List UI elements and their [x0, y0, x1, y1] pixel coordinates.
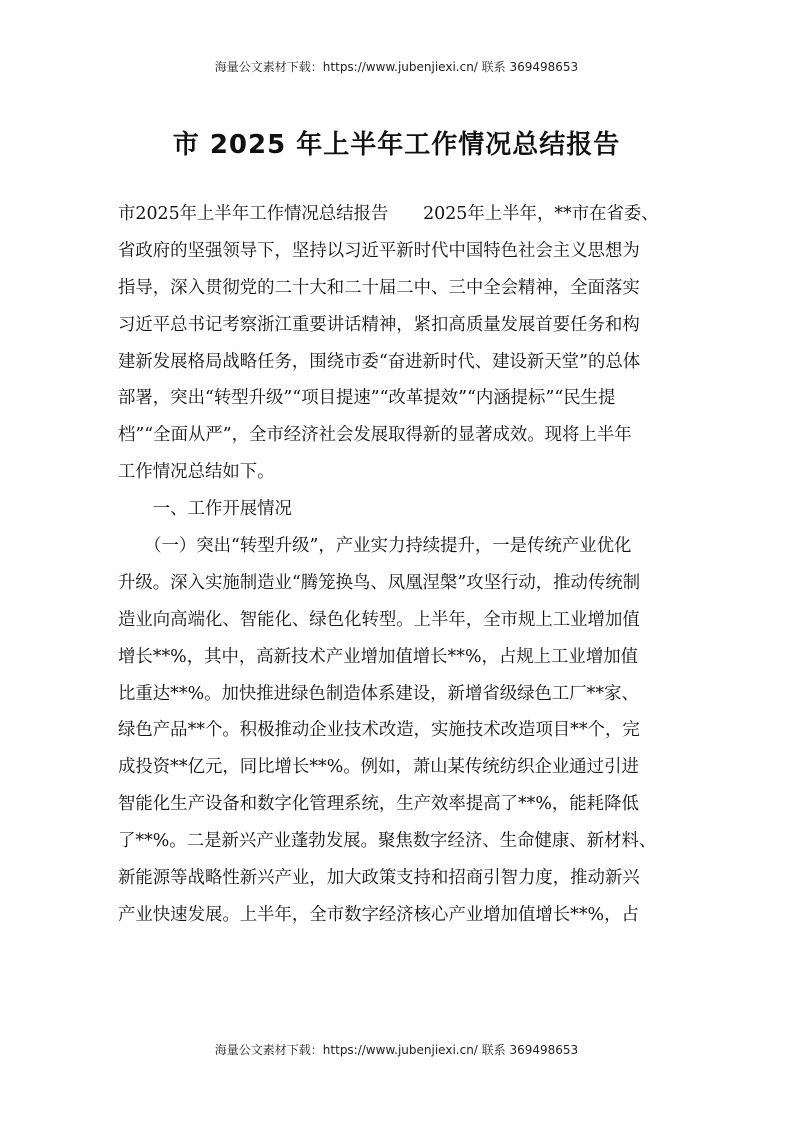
- paragraph-line: 新能源等战略性新兴产业，加大政策支持和招商引智力度，推动新兴: [118, 868, 640, 889]
- paragraph-line: 习近平总书记考察浙江重要讲话精神，紧扣高质量发展首要任务和构: [118, 314, 640, 335]
- paragraph-line: 智能化生产设备和数字化管理系统，生产效率提高了**%，能耗降低: [118, 794, 639, 815]
- paragraph-line: 增长**%，其中，高新技术产业增加值增长**%，占规上工业增加值: [118, 646, 638, 667]
- paragraph-line: 部署，突出“转型升级”“项目提速”“改革提效”“内涵提标”“民生提: [118, 388, 616, 409]
- paragraph-line: 省政府的坚强领导下，坚持以习近平新时代中国特色社会主义思想为: [118, 240, 640, 261]
- paragraph-line: 绿色产品**个。积极推动企业技术改造，实施技术改造项目**个，完: [118, 720, 640, 741]
- paragraph-line: 了**%。二是新兴产业蓬勃发展。聚焦数字经济、生命健康、新材料、: [118, 831, 657, 852]
- document-body: [118, 196, 678, 934]
- paragraph-line: （一）突出“转型升级”，产业实力持续提升，一是传统产业优化: [118, 536, 632, 557]
- paragraph-line: 工作情况总结如下。: [118, 462, 275, 483]
- section-heading: 一、工作开展情况: [118, 499, 292, 520]
- paragraph-line: 建新发展格局战略任务，围绕市委“奋进新时代、建设新天堂”的总体: [118, 351, 641, 372]
- page-header: 海量公文素材下载：https://www.jubenjiexi.cn/ 联系 369498653: [214, 60, 579, 74]
- document-title: 市 2025 年上半年工作情况总结报告: [172, 130, 621, 160]
- paragraph-line: 升级。深入实施制造业“腾笼换鸟、凤凰涅槃”攻坚行动，推动传统制: [118, 572, 641, 593]
- paragraph-line: 比重达**%。加快推进绿色制造体系建设，新增省级绿色工厂**家、: [118, 683, 639, 704]
- paragraph-line: 档”“全面从严”，全市经济社会发展取得新的显著成效。现将上半年: [118, 425, 632, 446]
- page-footer: 海量公文素材下载：https://www.jubenjiexi.cn/ 联系 369498653: [214, 1043, 579, 1057]
- paragraph-line: 指导，深入贯彻党的二十大和二十届二中、三中全会精神，全面落实: [118, 277, 640, 298]
- paragraph-line: 造业向高端化、智能化、绿色化转型。上半年，全市规上工业增加值: [118, 609, 640, 630]
- paragraph-line: 市2025年上半年工作情况总结报告 2025年上半年，**市在省委、: [118, 204, 659, 224]
- paragraph-line: 产业快速发展。上半年，全市数字经济核心产业增加值增长**%，占: [118, 904, 639, 925]
- paragraph-line: 成投资**亿元，同比增长**%。例如，萧山某传统纺织企业通过引进: [118, 757, 639, 778]
